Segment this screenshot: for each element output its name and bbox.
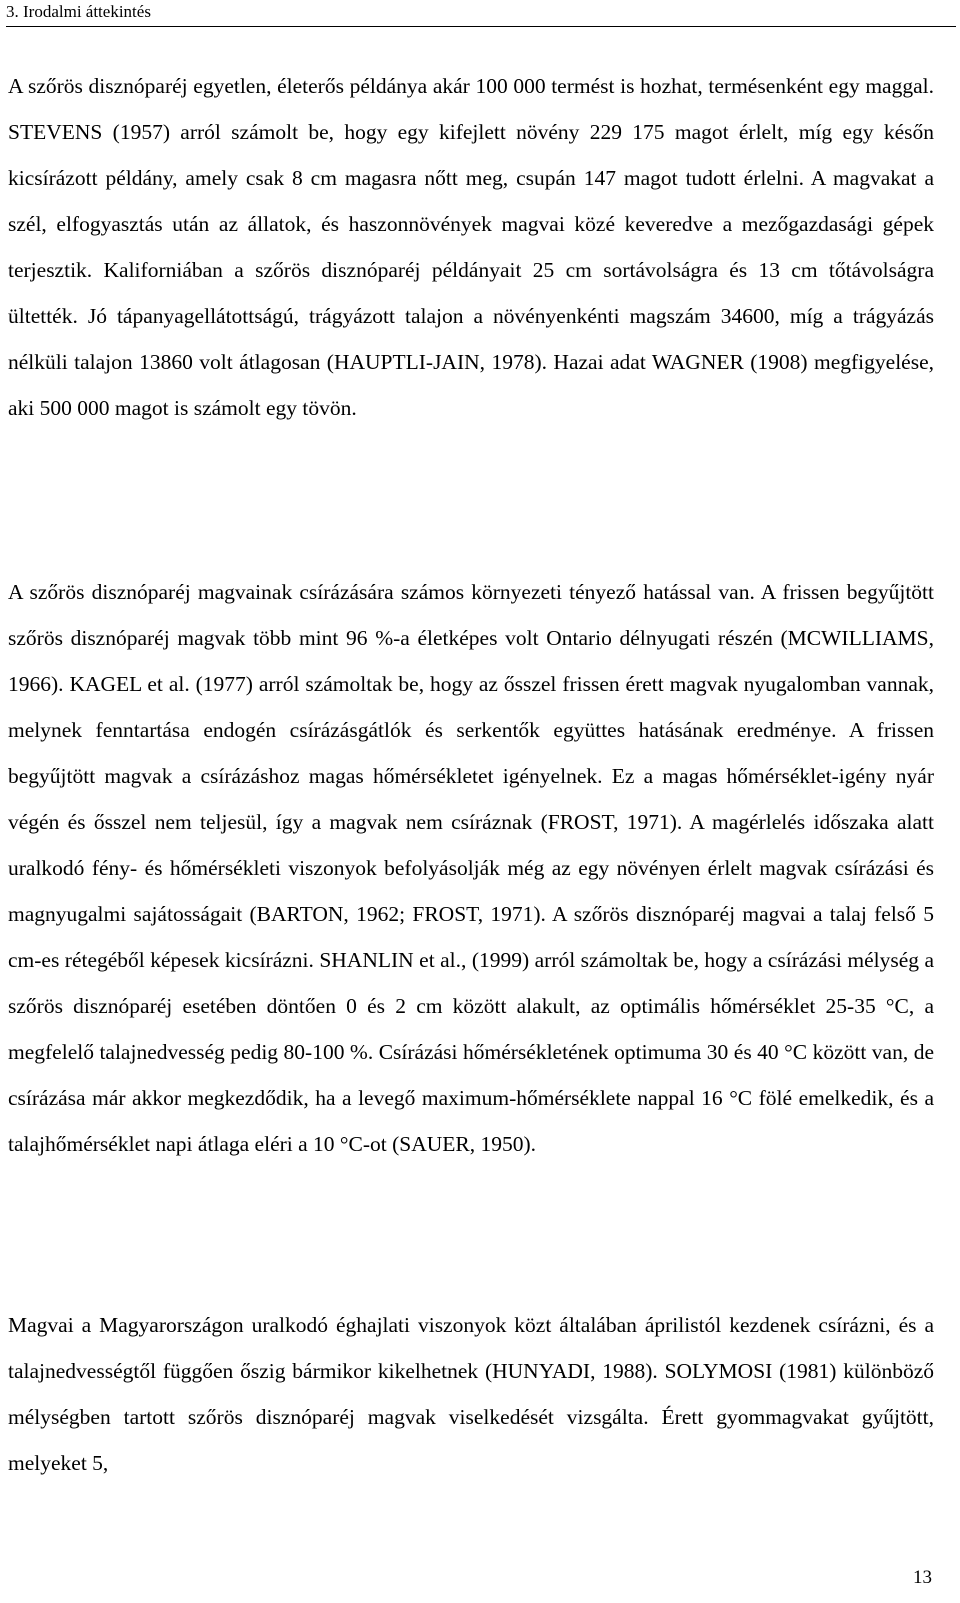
chapter-title: 3. Irodalmi áttekintés	[6, 2, 151, 21]
paragraph-germination: A szőrös disznóparéj magvainak csírázására számos környezeti tényező hatással van. A frissen begyűjtött szőrös disznóparéj magvak több mint 96 %-a életképes volt Ontario délnyugati részén (MCWILLIAMS, 1966). KAGEL et al. (1977) arról számoltak be, hogy az ősszel frissen érett magvak nyugalomban vannak, melynek fenntartása endogén csírázásgátlók és serkentők együttes hatásának eredménye. A frissen begyűjtött magvak a csírázáshoz magas hőmérsékletet igényelnek. Ez a magas hőmérséklet-igény nyár végén és ősszel nem teljesül, így a magvak nem csíráznak (FROST, 1971). A magérlelés időszaka alatt uralkodó fény- és hőmérsékleti viszonyok befolyásolják még az egy növényen érlelt magvak csírázási és magnyugalmi sajátosságait (BARTON, 1962; FROST, 1971). A szőrös disznóparéj magvai a talaj felső 5 cm-es rétegéből képesek kicsírázni. SHANLIN et al., (1999) arról számoltak be, hogy a csírázási mélység a szőrös disznóparéj esetében döntően 0 és 2 cm között alakult, az optimális hőmérséklet 25-35 °C, a megfelelő talajnedvesség pedig 80-100 %. Csírázási hőmérsékletének optimuma 30 és 40 °C között van, de csírázása már akkor megkezdődik, ha a levegő maximum-hőmérséklete nappal 16 °C fölé emelkedik, és a talajhőmérséklet napi átlaga eléri a 10 °C-ot (SAUER, 1950).	[8, 580, 934, 1156]
paragraph-seed-production: A szőrös disznóparéj egyetlen, életerős példánya akár 100 000 termést is hozhat, termésenként egy maggal. STEVENS (1957) arról számolt be, hogy egy kifejlett növény 229 175 magot érlelt, míg egy későn kicsírázott példány, amely csak 8 cm magasra nőtt meg, csupán 147 magot tudott érlelni. A magvakat a szél, elfogyasztás után az állatok, és haszonnövények magvai közé keveredve a mezőgazdasági gépek terjesztik. Kaliforniában a szőrös disznóparéj példányait 25 cm sortávolságra és 13 cm tőtávolságra ültették. Jó tápanyagellátottságú, trágyázott talajon a növényenkénti magszám 34600, míg a trágyázás nélküli talajon 13860 volt átlagosan (HAUPTLI-JAIN, 1978). Hazai adat WAGNER (1908) megfigyelése, aki 500 000 magot is számolt egy tövön.	[8, 74, 934, 420]
paragraph-hungary-germination: Magvai a Magyarországon uralkodó éghajlati viszonyok közt általában áprilistól kezdenek csírázni, és a talajnedvességtől függően őszig bármikor kikelhetnek (HUNYADI, 1988). SOLYMOSI (1981) különböző mélységben tartott szőrös disznóparéj magvak viselkedését vizsgálta. Érett gyommagvakat gyűjtött, melyeket 5,	[8, 1313, 934, 1475]
chapter-header	[6, 0, 956, 27]
page-number: 13	[913, 1567, 932, 1588]
